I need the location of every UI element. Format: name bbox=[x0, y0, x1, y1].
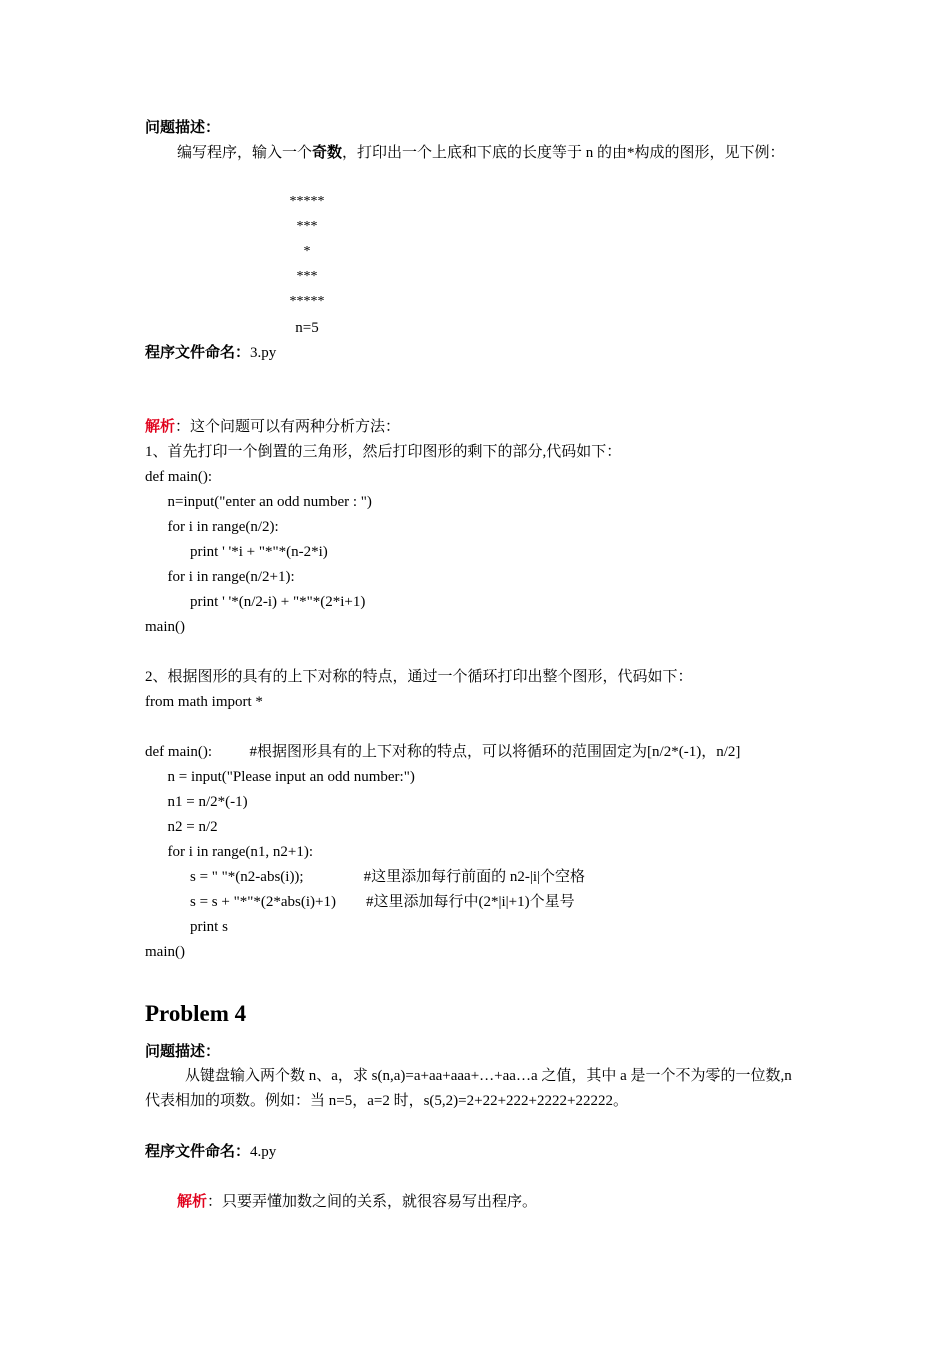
problem3-desc-label: 问题描述： bbox=[145, 120, 221, 136]
figure-row: ***** bbox=[289, 294, 325, 309]
code-line: print ' '*(n/2-i) + "*"*(2*i+1) bbox=[145, 594, 366, 610]
code-line: for i in range(n/2): bbox=[145, 519, 279, 535]
code-line: for i in range(n/2+1): bbox=[145, 569, 295, 585]
code-line: n2 = n/2 bbox=[145, 819, 218, 835]
figure-caption: n=5 bbox=[295, 320, 319, 336]
figure-row: * bbox=[303, 244, 311, 259]
problem4-desc-label: 问题描述： bbox=[145, 1044, 221, 1060]
code-line: n1 = n/2*(-1) bbox=[145, 794, 248, 810]
figure-row: *** bbox=[296, 219, 318, 234]
problem4-file-name: 程序文件命名：4.py bbox=[145, 1144, 277, 1160]
code-line: s = " "*(n2-abs(i)); #这里添加每行前面的 n2-|i|个空格 bbox=[145, 869, 586, 885]
code-line: print ' '*i + "*"*(n-2*i) bbox=[145, 544, 328, 560]
code-line: n = input("Please input an odd number:") bbox=[145, 769, 415, 785]
problem3-desc-text: 编写程序，输入一个奇数，打印出一个上底和下底的长度等于 n 的由*构成的图形，见下例： bbox=[177, 145, 785, 161]
problem4-desc-text: 从键盘输入两个数 n、a，求 s(n,a)=a+aa+aaa+…+aa…a 之值，其中 a 是一个不为零的一位数,n 代表相加的项数。例如：当 n=5，a=2 时，s(5,2)=2+22+222+2222+22222。 bbox=[145, 1068, 792, 1109]
problem3-analysis: 解析：这个问题可以有两种分析方法： bbox=[145, 419, 401, 435]
code-line: def main(): bbox=[145, 469, 213, 485]
code-line: main() bbox=[145, 619, 185, 635]
code-line: main() bbox=[145, 944, 185, 960]
figure-row: ***** bbox=[289, 194, 325, 209]
problem4-heading: Problem 4 bbox=[145, 1001, 247, 1026]
problem4-analysis: 解析：只要弄懂加数之间的关系，就很容易写出程序。 bbox=[177, 1194, 538, 1210]
figure-row: *** bbox=[296, 269, 318, 284]
code-line: for i in range(n1, n2+1): bbox=[145, 844, 314, 860]
code-line: def main(): #根据图形具有的上下对称的特点，可以将循环的范围固定为[n/2*(-1)，n/2] bbox=[145, 744, 741, 760]
odd-number-emphasis: 奇数 bbox=[312, 145, 343, 161]
method2-text: 2、根据图形的具有的上下对称的特点，通过一个循环打印出整个图形，代码如下： bbox=[145, 669, 693, 685]
problem3-file-name: 程序文件命名：3.py bbox=[145, 345, 277, 361]
method1-text: 1、首先打印一个倒置的三角形，然后打印图形的剩下的部分,代码如下： bbox=[145, 444, 622, 460]
code-import-line: from math import * bbox=[145, 694, 263, 710]
code-line: n=input("enter an odd number : ") bbox=[145, 494, 372, 510]
code-line: print s bbox=[145, 919, 228, 935]
code-line: s = s + "*"*(2*abs(i)+1) #这里添加每行中(2*|i|+1)个星号 bbox=[145, 894, 575, 910]
